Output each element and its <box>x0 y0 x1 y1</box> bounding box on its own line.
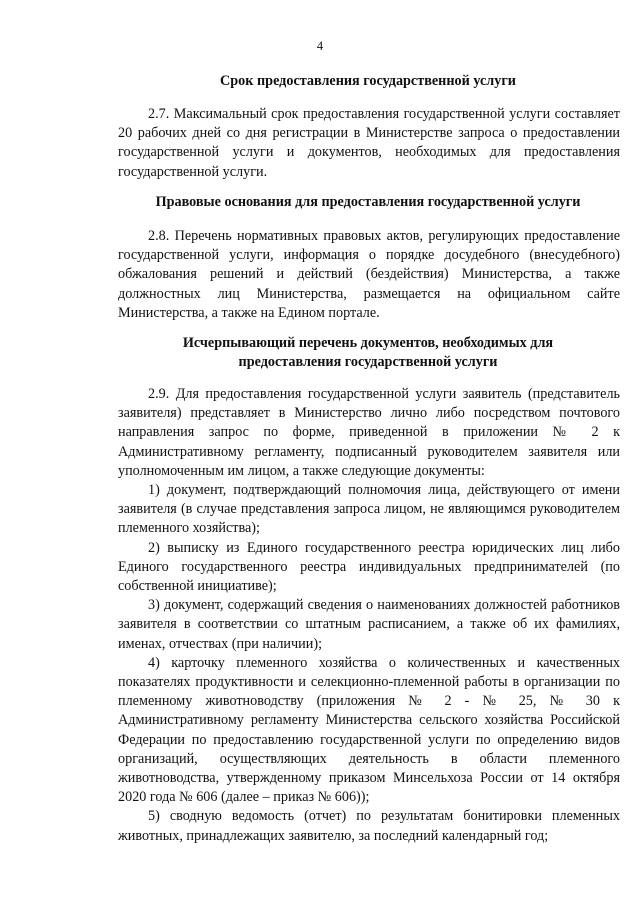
list-item-4: 4) карточку племенного хозяйства о количественных и качественных показателях продуктивности и селекционно-племенной работы в организации по племенному животноводству (приложения № 2 - № 25, № 30 к Административному регламенту Министерства сельского хозяйства Российской Федерации по предоставлению государственной услуги по определению видов организаций, осуществляющих деятельность в области племенного животноводства, утвержденному приказом Минсельхоза России от 14 октября 2020 года № 606 (далее – приказ № 606)); <box>118 654 620 806</box>
page-number: 4 <box>316 39 324 53</box>
section-heading-documents <box>118 334 618 372</box>
list-item-5: 5) сводную ведомость (отчет) по результатам бонитировки племенных животных, принадлежащих заявителю, за последний календарный год; <box>118 808 620 844</box>
list-item-2: 2) выписку из Единого государственного реестра юридических лиц либо Единого государственного реестра индивидуальных предпринимателей (по собственной инициативе); <box>118 539 620 595</box>
section-heading-documents-line-1: Исчерпывающий перечень документов, необходимых для <box>182 335 554 351</box>
section-documents-body <box>118 385 620 846</box>
section-term-body <box>118 105 620 182</box>
section-heading-term: Срок предоставления государственной услуги <box>220 73 516 89</box>
section-heading-legal-basis: Правовые основания для предоставления государственной услуги <box>155 194 581 210</box>
list-item-1: 1) документ, подтверждающий полномочия лица, действующего от имени заявителя (в случае представления запроса лицом, не являющимся руководителем племенного хозяйства); <box>118 482 620 537</box>
section-heading-documents-line-2: предоставления государственной услуги <box>238 354 498 370</box>
paragraph-2-9: 2.9. Для предоставления государственной услуги заявитель (представитель заявителя) представляет в Министерство лично либо посредством почтового направления запрос по форме, приведенной в приложении № 2 к Административному регламенту, подписанный руководителем заявителя или уполномоченным им лицом, а также следующие документы: <box>118 386 620 479</box>
list-item-3: 3) документ, содержащий сведения о наименованиях должностей работников заявителя в соответствии со штатным расписанием, а также об их фамилиях, именах, отчествах (при наличии); <box>118 597 620 652</box>
paragraph-2-8: 2.8. Перечень нормативных правовых актов, регулирующих предоставление государственной услуги, информация о порядке досудебного (внесудебного) обжалования решений и действий (бездействия) Министерства, а также должностных лиц Министерства, размещается на официальном сайте Министерства, а также на Едином портале. <box>118 228 620 321</box>
paragraph-2-7: 2.7. Максимальный срок предоставления государственной услуги составляет 20 рабочих дней со дня регистрации в Министерстве запроса о предоставлении государственной услуги и документов, необходимых для предоставления государственной услуги. <box>118 106 620 180</box>
section-legal-basis-body <box>118 227 620 323</box>
